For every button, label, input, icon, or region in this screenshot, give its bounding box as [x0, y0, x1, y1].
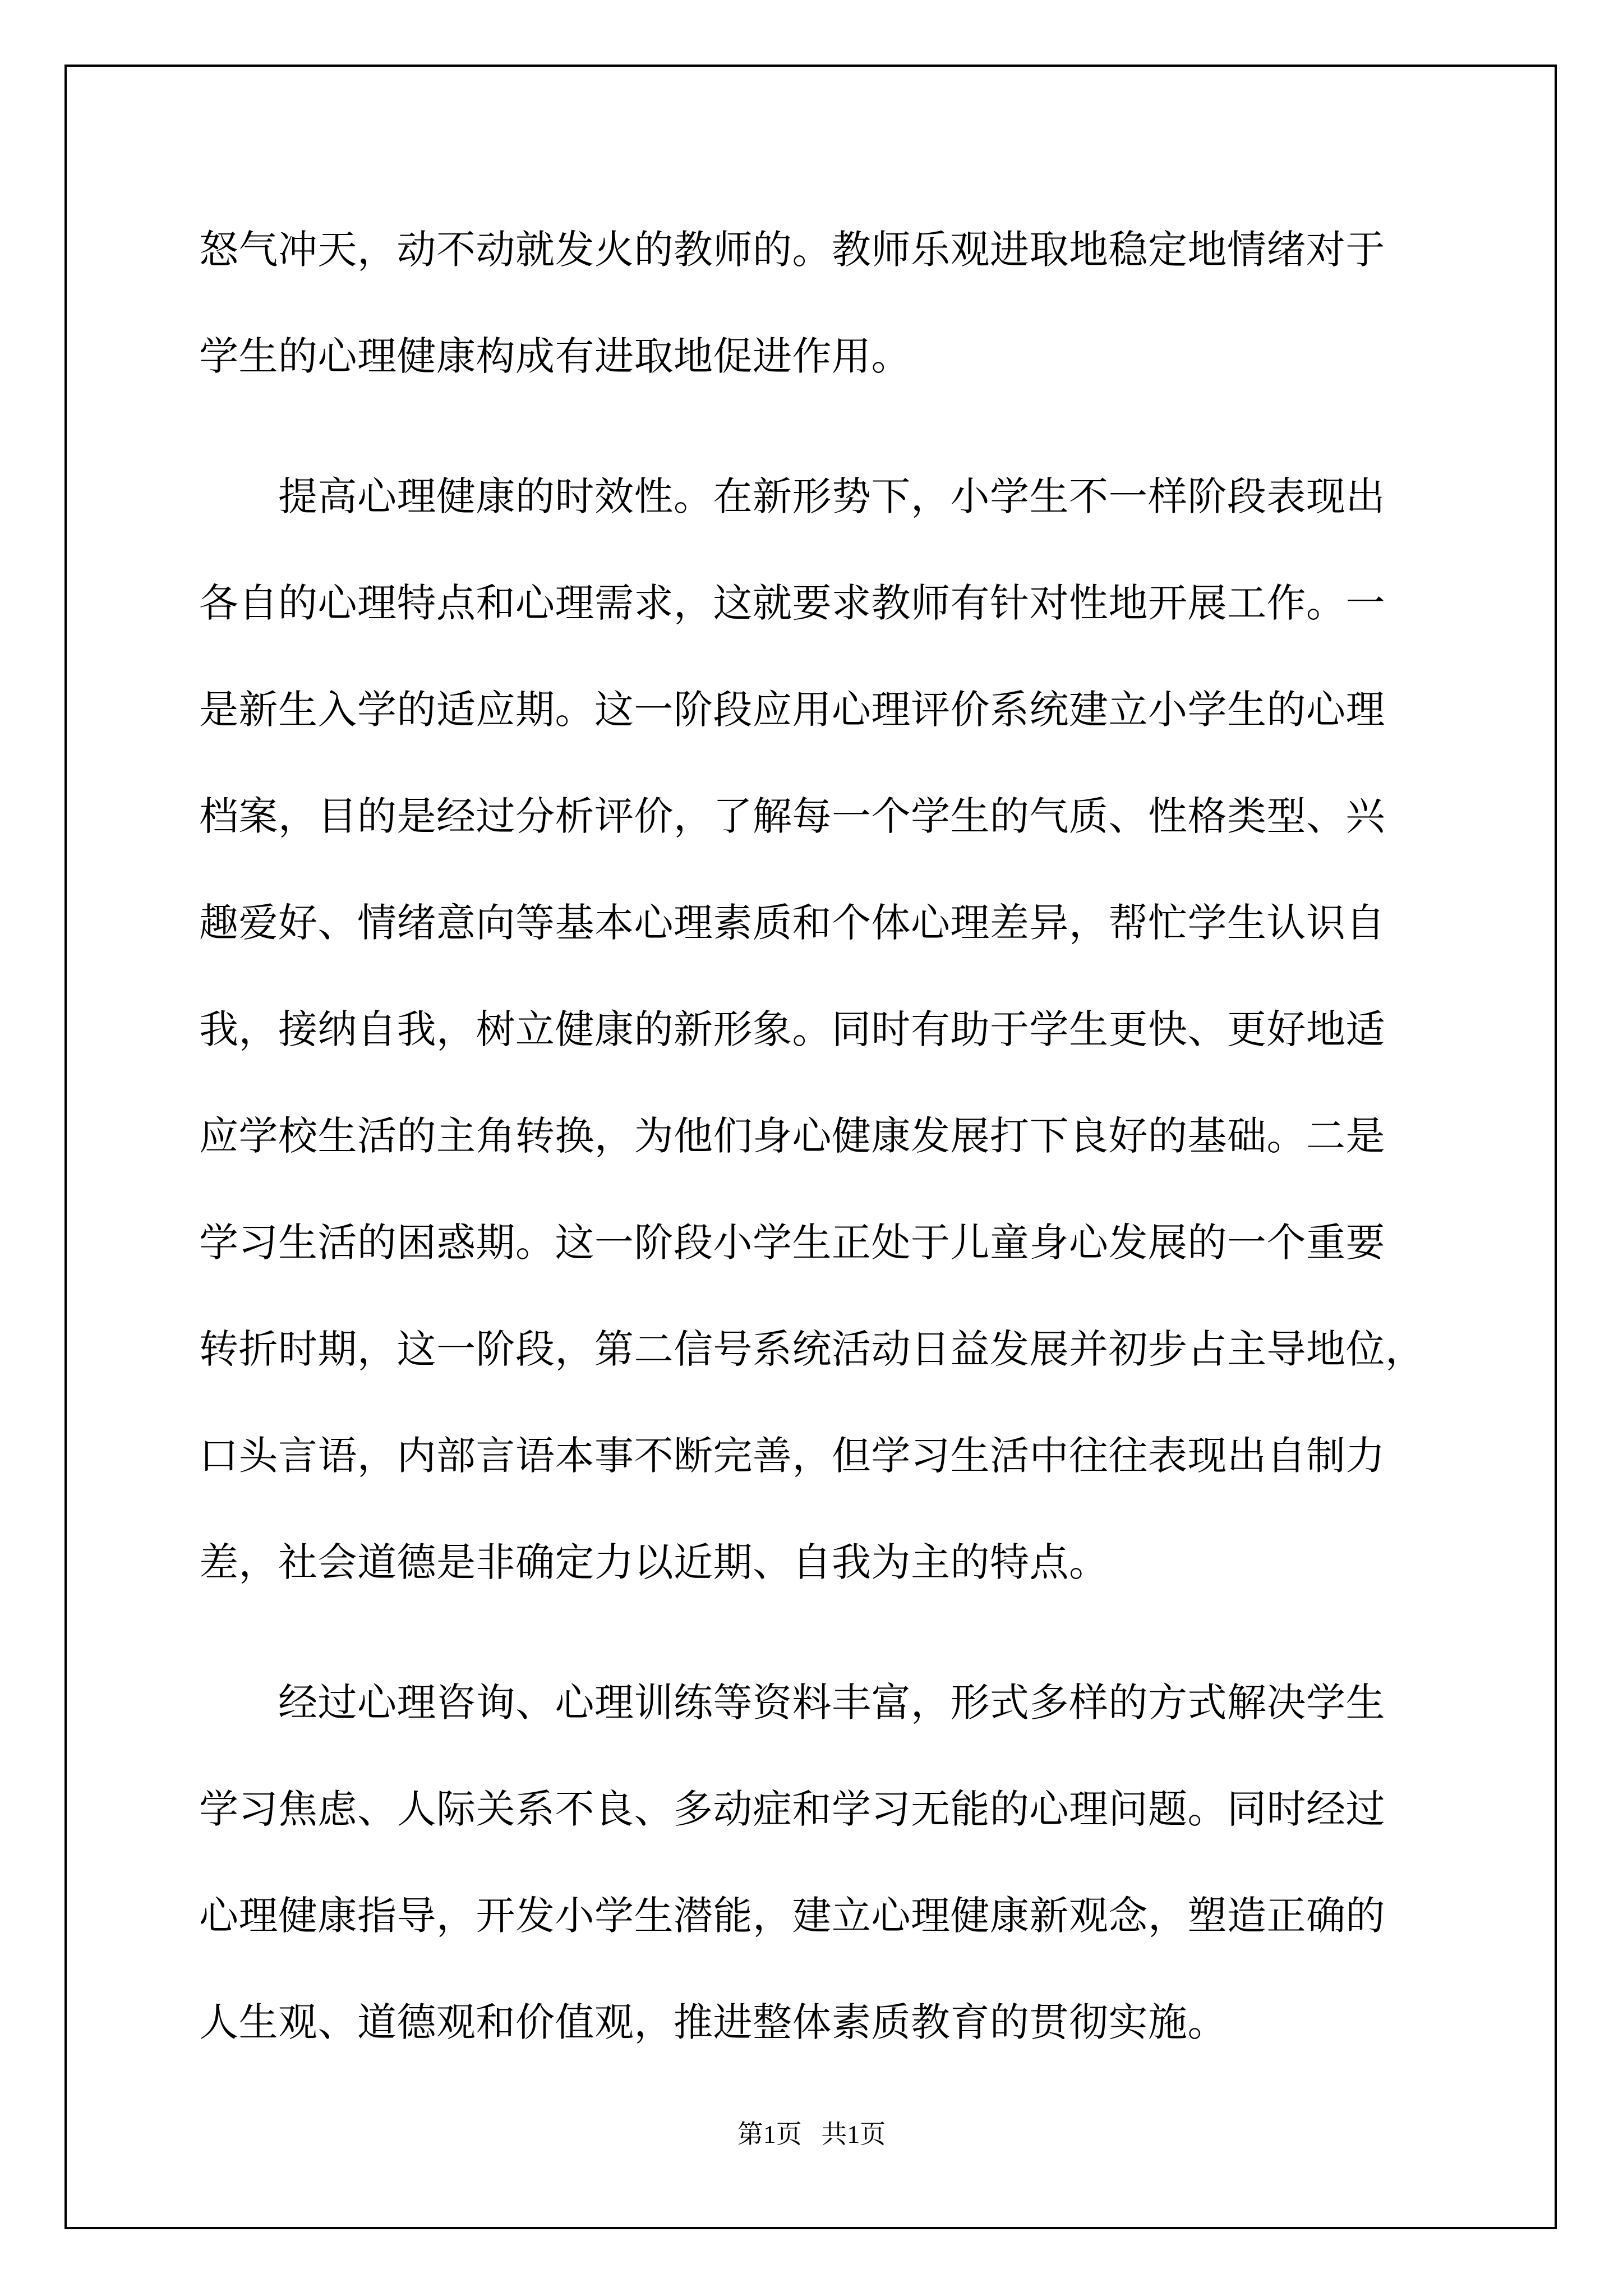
page-number-footer: 第1页 共1页 [737, 2120, 886, 2148]
text-line: 学习生活的困惑期。这一阶段小学生正处于儿童身心发展的一个重要 [199, 1220, 1385, 1266]
text-line: 学生的心理健康构成有进取地促进作用。 [199, 333, 911, 379]
text-line: 提高心理健康的时效性。在新形势下，小学生不一样阶段表现出 [199, 473, 1385, 519]
text-line: 怒气冲天，动不动就发火的教师的。教师乐观进取地稳定地情绪对于 [199, 227, 1385, 273]
text-line: 转折时期，这一阶段，第二信号系统活动日益发展并初步占主导地位， [199, 1326, 1425, 1372]
text-line: 各自的心理特点和心理需求，这就要求教师有针对性地开展工作。一 [199, 580, 1385, 626]
text-line: 是新生入学的适应期。这一阶段应用心理评价系统建立小学生的心理 [199, 687, 1385, 733]
text-line: 经过心理咨询、心理训练等资料丰富，形式多样的方式解决学生 [199, 1680, 1385, 1726]
text-line: 趣爱好、情绪意向等基本心理素质和个体心理差异，帮忙学生认识自 [199, 900, 1385, 946]
paragraph-2 [199, 443, 1433, 1616]
text-line: 学习焦虑、人际关系不良、多动症和学习无能的心理问题。同时经过 [199, 1786, 1385, 1832]
text-line: 应学校生活的主角转换，为他们身心健康发展打下良好的基础。二是 [199, 1113, 1385, 1159]
text-line: 心理健康指导，开发小学生潜能，建立心理健康新观念，塑造正确的 [199, 1893, 1385, 1939]
paragraph-3 [199, 1649, 1433, 2076]
text-line: 人生观、道德观和价值观，推进整体素质教育的贯彻实施。 [199, 1999, 1227, 2045]
text-line: 差，社会道德是非确定力以近期、自我为主的特点。 [199, 1539, 1109, 1585]
text-line: 口头言语，内部言语本事不断完善，但学习生活中往往表现出自制力 [199, 1433, 1385, 1479]
text-line: 档案，目的是经过分析评价，了解每一个学生的气质、性格类型、兴 [199, 793, 1385, 839]
paragraph-1 [199, 196, 1433, 409]
text-line: 我，接纳自我，树立健康的新形象。同时有助于学生更快、更好地适 [199, 1006, 1385, 1052]
document-body [199, 196, 1433, 2076]
